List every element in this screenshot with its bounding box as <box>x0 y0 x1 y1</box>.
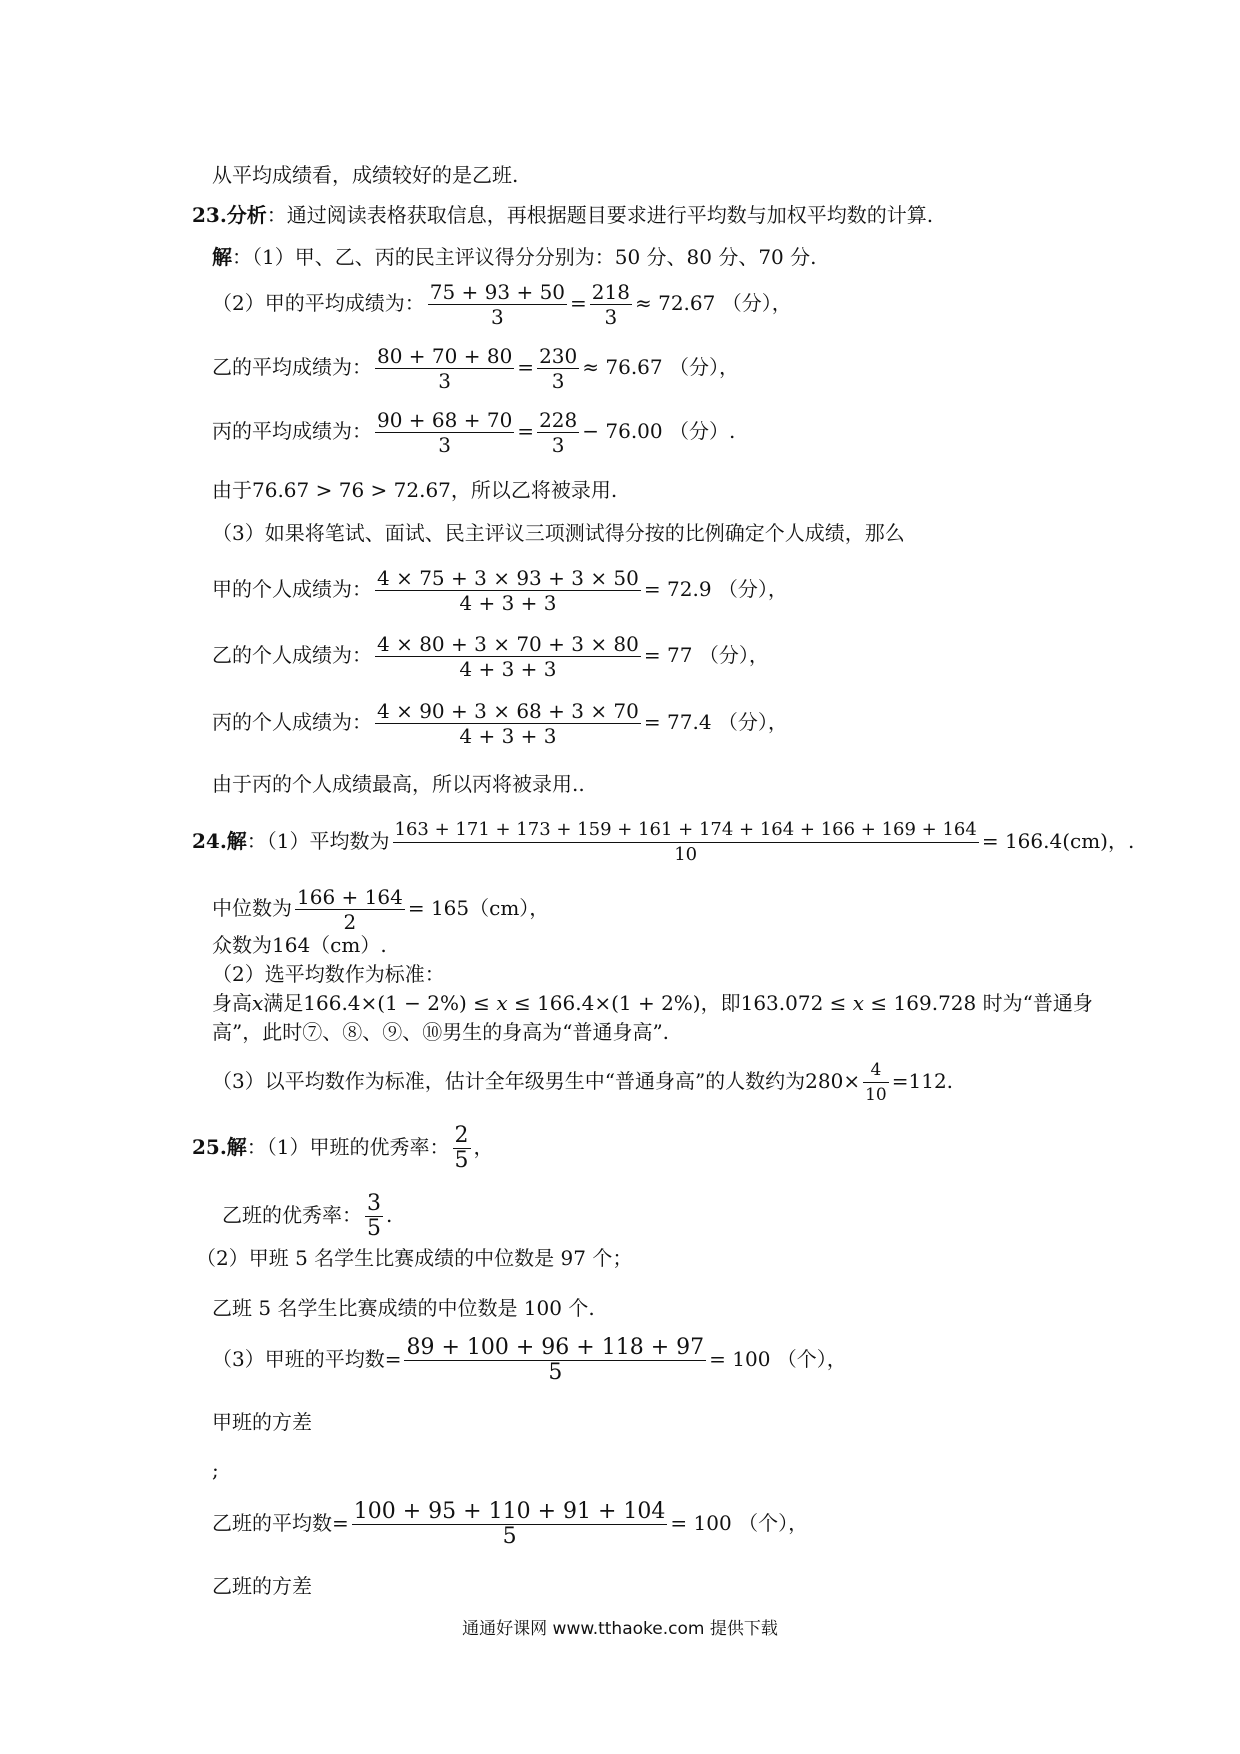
fraction-numerator: 228 <box>539 408 578 432</box>
fraction <box>375 699 641 748</box>
median-prefix: 中位数为 <box>212 896 292 920</box>
text: 满足166.4×(1 − 2%) ≤ <box>263 991 497 1015</box>
fraction-numerator: 4 × 80 + 3 × 70 + 3 × 80 <box>377 632 639 656</box>
fraction-denominator: 5 <box>502 1524 517 1549</box>
q23-yi-personal <box>212 632 769 681</box>
fraction <box>537 344 579 393</box>
result: =112. <box>891 1069 954 1093</box>
fraction-numerator: 90 + 68 + 70 <box>377 408 513 432</box>
q23-analysis-label: 分析 <box>226 203 267 227</box>
q24-median <box>212 885 549 934</box>
fraction <box>375 632 641 681</box>
fraction-numerator: 163 + 171 + 173 + 159 + 161 + 174 + 164 + 166 + 169 + 164 <box>393 818 979 843</box>
variable-x: x <box>252 991 264 1015</box>
equals: = <box>517 355 535 379</box>
q24-solution-label: 解 <box>226 829 247 853</box>
fraction <box>365 1192 383 1241</box>
q23-part1-text: ：（1）甲、乙、丙的民主评议得分分别为：50 分、80 分、70 分. <box>232 245 817 269</box>
q23-bing-personal <box>212 699 788 748</box>
q23-part1 <box>212 245 817 269</box>
fraction <box>590 280 632 329</box>
unit: （分）， <box>717 577 788 601</box>
q24-mode: 众数为164（cm）. <box>212 933 387 957</box>
fraction-denominator: 4 + 3 + 3 <box>459 657 557 681</box>
q25-solution-label: 解 <box>226 1135 247 1159</box>
q23-jia-average-prefix: （2）甲的平均成绩为： <box>212 291 425 315</box>
fraction-denominator: 5 <box>454 1148 469 1173</box>
fraction <box>453 1124 471 1173</box>
fraction-denominator: 5 <box>548 1360 563 1385</box>
q25-jia-rate-prefix: ：（1）甲班的优秀率： <box>246 1135 450 1159</box>
result: = 100 <box>670 1511 732 1535</box>
unit: （分）， <box>721 291 792 315</box>
q25-part1-jia <box>192 1124 494 1173</box>
text: ≤ 169.728 时为“普通身 <box>864 991 1093 1015</box>
q23-yi-average <box>212 344 739 393</box>
q23-solution-label: 解 <box>212 245 232 269</box>
q23-jia-personal <box>212 566 788 615</box>
fraction-numerator: 166 + 164 <box>297 885 403 909</box>
q24-part3 <box>212 1058 953 1107</box>
q23-bing-average <box>212 408 735 457</box>
q25-jia-mean-prefix: （3）甲班的平均数= <box>212 1347 402 1371</box>
variable-x: x <box>496 991 508 1015</box>
fraction-numerator: 4 × 90 + 3 × 68 + 3 × 70 <box>377 699 639 723</box>
fraction-denominator: 3 <box>604 305 618 329</box>
text: 身高 <box>212 991 252 1015</box>
q25-yi-rate-prefix: 乙班的优秀率： <box>222 1203 362 1227</box>
fraction <box>375 566 641 615</box>
q23-yi-personal-prefix: 乙的个人成绩为： <box>212 643 372 667</box>
fraction-numerator: 75 + 93 + 50 <box>429 280 566 304</box>
result: ≈ 72.67 <box>634 291 716 315</box>
fraction-numerator: 80 + 70 + 80 <box>377 344 513 368</box>
fraction-denominator: 3 <box>551 369 565 393</box>
fraction-denominator: 3 <box>491 305 504 329</box>
fraction <box>863 1058 889 1107</box>
fraction-denominator: 3 <box>551 433 565 457</box>
q25-jia-variance: 甲班的方差 <box>212 1410 312 1434</box>
result: = 72.9 <box>643 577 712 601</box>
q24-mean-prefix: ：（1）平均数为 <box>246 829 390 853</box>
unit: （分）， <box>698 643 769 667</box>
q23-bing-personal-prefix: 丙的个人成绩为： <box>212 710 372 734</box>
q24-part3-prefix: （3）以平均数作为标准，估计全年级男生中“普通身高”的人数约为280× <box>212 1069 861 1093</box>
result: = 77 <box>643 643 693 667</box>
equals: = <box>517 419 535 443</box>
q24-part2-line1 <box>212 991 1093 1015</box>
fraction-denominator: 2 <box>343 910 357 934</box>
fraction <box>295 885 405 934</box>
q24-part2-line2: 高”，此时⑦、⑧、⑨、⑩男生的身高为“普通身高”. <box>212 1020 670 1044</box>
unit: （个）， <box>738 1511 809 1535</box>
fraction <box>375 344 514 393</box>
fraction-denominator: 4 + 3 + 3 <box>459 591 557 615</box>
fraction-numerator: 4 <box>863 1058 889 1083</box>
unit: （分）， <box>717 710 788 734</box>
q25-semicolon: ; <box>212 1458 219 1482</box>
text: ≤ 166.4×(1 + 2%)，即163.072 ≤ <box>507 991 853 1015</box>
fraction-denominator: 3 <box>438 433 452 457</box>
equals: = <box>570 291 587 315</box>
fraction-numerator: 230 <box>539 344 578 368</box>
result: = 165（cm）， <box>407 896 550 920</box>
q23-part3-conclusion: 由于丙的个人成绩最高，所以丙将被录用.. <box>212 772 585 796</box>
fraction-numerator: 2 <box>454 1123 469 1148</box>
unit: （个）， <box>776 1347 847 1371</box>
q24-part2-title: （2）选平均数作为标准： <box>212 962 445 986</box>
fraction-numerator: 3 <box>367 1191 381 1216</box>
fraction <box>352 1500 668 1549</box>
q22-conclusion: 从平均成绩看，成绩较好的是乙班. <box>212 163 519 187</box>
punctuation: . <box>386 1203 393 1227</box>
q25-part2-jia: （2）甲班 5 名学生比赛成绩的中位数是 97 个； <box>196 1246 633 1270</box>
result: = 166.4(cm)，. <box>981 829 1135 853</box>
fraction <box>537 408 579 457</box>
fraction-denominator: 3 <box>438 369 452 393</box>
fraction <box>393 818 979 867</box>
unit: （分）. <box>668 419 736 443</box>
q25-part2-yi: 乙班 5 名学生比赛成绩的中位数是 100 个. <box>212 1296 595 1320</box>
unit: （分）， <box>668 355 739 379</box>
fraction-denominator: 4 + 3 + 3 <box>459 724 557 748</box>
page-footer: 通通好课网 www.tthaoke.com 提供下载 <box>462 1619 778 1639</box>
q25-yi-variance: 乙班的方差 <box>212 1574 312 1598</box>
fraction-numerator: 100 + 95 + 110 + 91 + 104 <box>353 1499 666 1524</box>
result: = 100 <box>709 1347 771 1371</box>
result: − 76.00 <box>582 419 663 443</box>
q25-part1-yi <box>222 1192 392 1241</box>
fraction <box>404 1336 706 1385</box>
q23-analysis-text: ：通过阅读表格获取信息，再根据题目要求进行平均数与加权平均数的计算. <box>266 203 934 227</box>
fraction-numerator: 89 + 100 + 96 + 118 + 97 <box>406 1335 705 1360</box>
fraction <box>428 280 567 329</box>
fraction-numerator: 4 × 75 + 3 × 93 + 3 × 50 <box>377 566 639 590</box>
conclusion-text: 由于 <box>212 478 252 502</box>
q23-jia-personal-prefix: 甲的个人成绩为： <box>212 577 372 601</box>
q23-bing-average-prefix: 丙的平均成绩为： <box>212 419 372 443</box>
punctuation: ， <box>473 1135 494 1159</box>
q24-part1-mean <box>192 818 1134 867</box>
q23-part3-intro: （3）如果将笔试、面试、民主评议三项测试得分按的比例确定个人成绩，那么 <box>212 521 905 545</box>
fraction <box>375 408 514 457</box>
q23-label: 23. <box>192 203 227 227</box>
result: = 77.4 <box>643 710 712 734</box>
variable-x: x <box>852 991 865 1015</box>
result: ≈ 76.67 <box>582 355 663 379</box>
fraction-denominator: 5 <box>367 1216 381 1241</box>
q25-part3-jia-mean <box>212 1336 847 1385</box>
q23-yi-average-prefix: 乙的平均成绩为： <box>212 355 372 379</box>
conclusion-text: ，所以乙将被录用. <box>450 478 618 502</box>
q24-label: 24. <box>192 829 227 853</box>
fraction-numerator: 218 <box>591 280 630 304</box>
q25-part3-yi-mean <box>212 1500 808 1549</box>
q25-label: 25. <box>192 1135 227 1159</box>
q23-jia-average <box>212 280 792 329</box>
q23-analysis <box>192 203 933 227</box>
fraction-denominator: 10 <box>865 1085 887 1105</box>
q23-part2-conclusion <box>212 478 617 502</box>
q25-yi-mean-prefix: 乙班的平均数= <box>212 1511 349 1535</box>
fraction-denominator: 10 <box>674 844 698 865</box>
inequality: 76.67 > 76 > 72.67 <box>252 478 451 502</box>
